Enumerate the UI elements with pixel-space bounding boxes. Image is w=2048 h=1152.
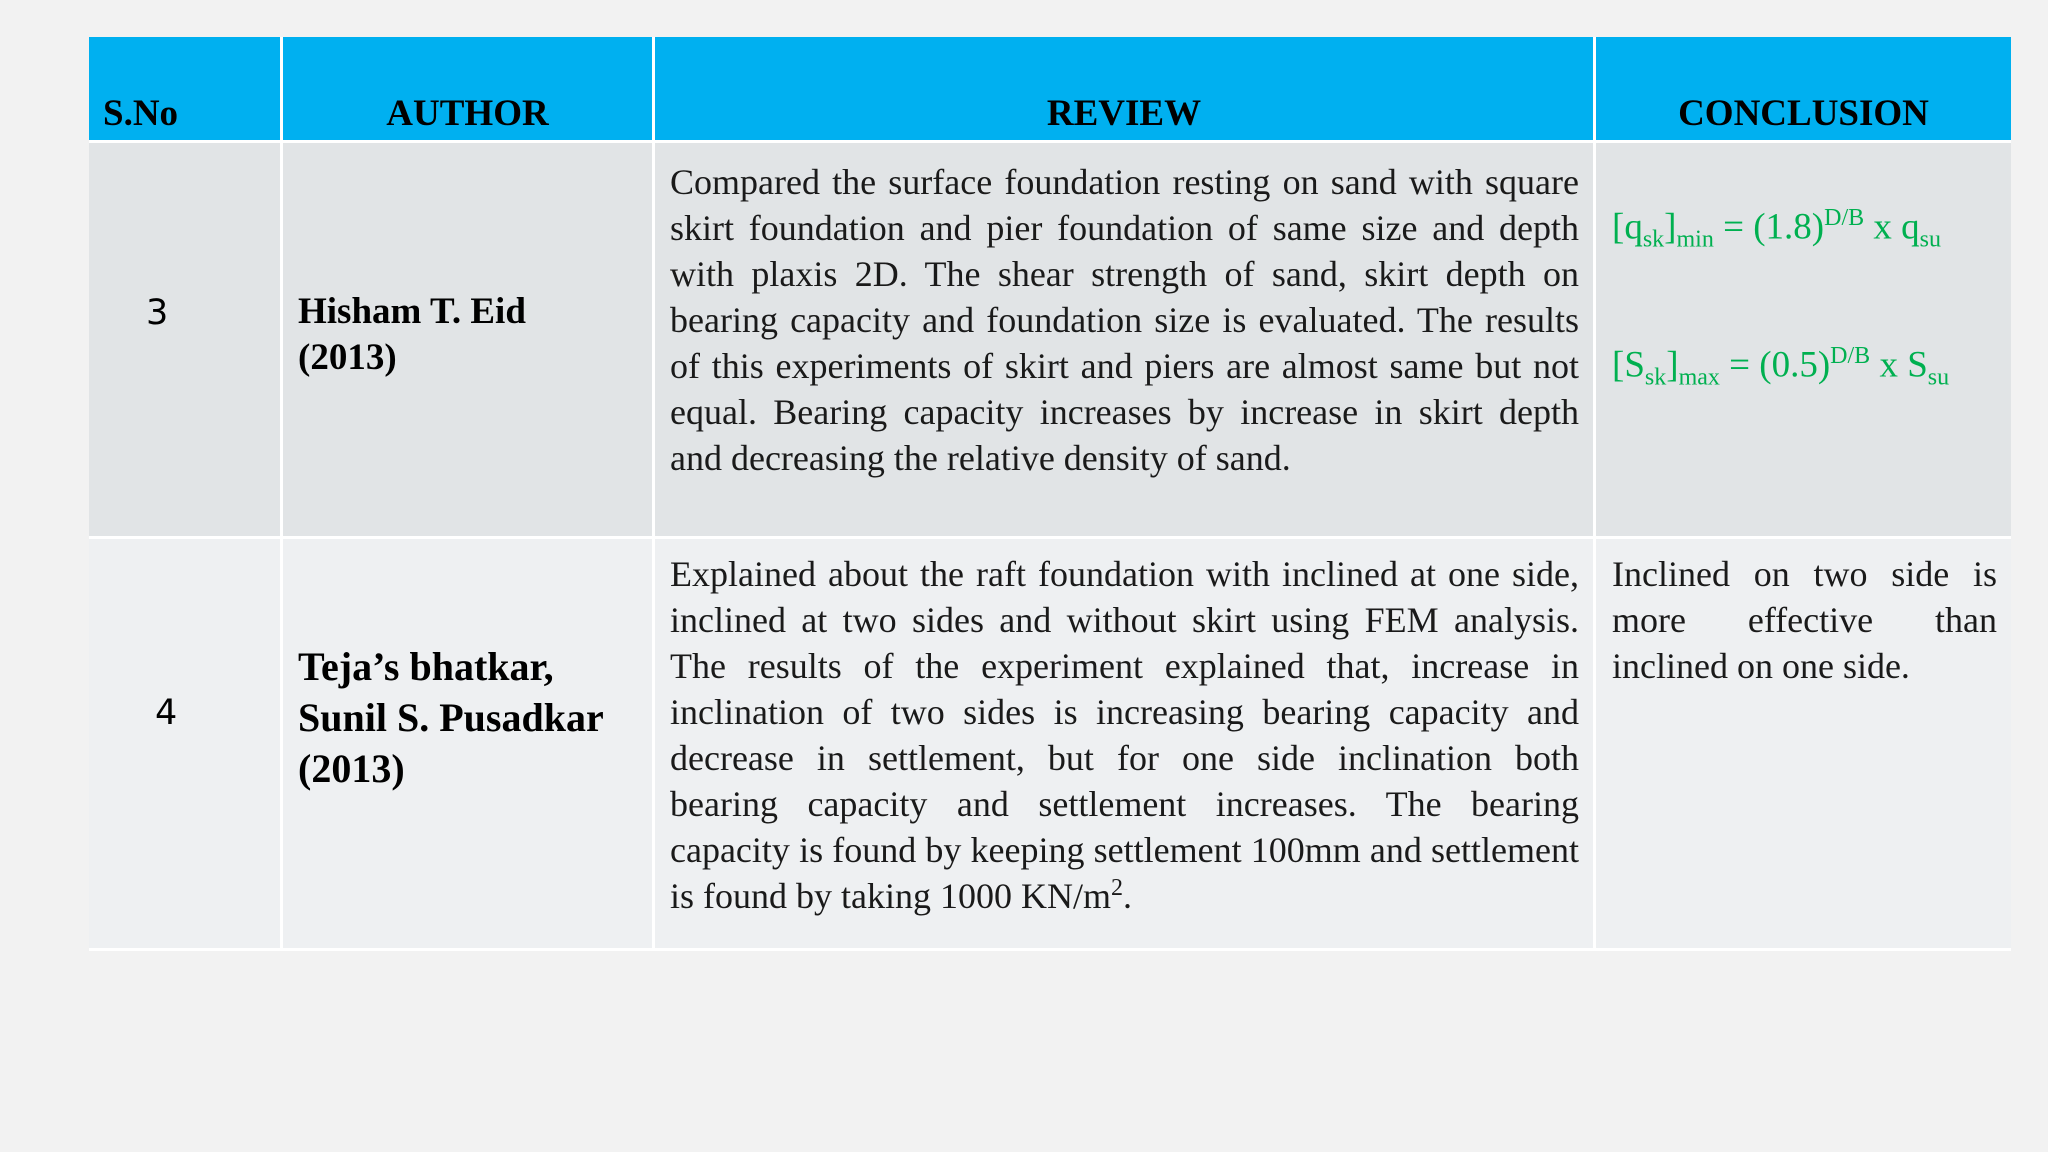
author-line: Sunil S. Pusadkar	[298, 695, 604, 740]
formula-ssk-max: $[S_{sk}]_{max} = (0.5)^{D/B}$ x $S_{su}$	[1612, 343, 1950, 391]
literature-review-table	[89, 37, 2011, 951]
table-row-4-author	[283, 539, 655, 951]
row-number: 3	[146, 293, 169, 333]
header-author	[283, 37, 655, 143]
row-number: 4	[155, 693, 178, 733]
review-text: Explained about the raft foundation with inclined at one side, inclined at two sides and without skirt using FEM analysis. The results of the experiment explained that, increase in inclination of two sides is increasing bearing capacity and decrease in settlement, but for one side inclination both bearing capacity and settlement increases. The bearing capacity is found by keeping settlement 100mm and settlement is found by taking 1000 $KN/m^2$.	[670, 554, 1579, 916]
author-line: (2013)	[298, 746, 405, 791]
header-review-label: REVIEW	[1046, 93, 1202, 134]
header-conclusion-label: CONCLUSION	[1678, 93, 1929, 134]
table-row-3-sno	[89, 143, 283, 539]
header-sno	[89, 37, 283, 143]
author-name	[298, 289, 526, 381]
header-author-label: AUTHOR	[386, 93, 549, 134]
author-line: Hisham T. Eid	[298, 291, 526, 332]
table-row-4-conclusion	[1596, 539, 2011, 951]
author-line: (2013)	[298, 337, 397, 378]
review-text: Compared the surface foundation resting on sand with square skirt foundation and pier foundation of same size and depth with plaxis 2D. The shear strength of sand, skirt depth on bearing capacity and foundation size is evaluated. The results of this experiments of skirt and piers are almost same but not equal. Bearing capacity increases by increase in skirt depth and decreasing the relative density of sand.	[670, 162, 1579, 478]
author-line: Teja’s bhatkar,	[298, 644, 554, 689]
table-row-3-review	[655, 143, 1596, 539]
table-row-4-sno	[89, 539, 283, 951]
author-name	[298, 641, 604, 794]
header-review	[655, 37, 1596, 143]
table-row-4-review	[655, 539, 1596, 951]
conclusion-text: Inclined on two side is more effective than inclined on one side.	[1612, 554, 1997, 686]
header-sno-label: S.No	[103, 93, 179, 134]
header-conclusion	[1596, 37, 2011, 143]
table-row-3-conclusion	[1596, 143, 2011, 539]
table-row-3-author	[283, 143, 655, 539]
formula-qsk-min: $[q_{sk}]_{min} = (1.8)^{D/B}$ x $q_{su}$	[1612, 205, 1941, 253]
